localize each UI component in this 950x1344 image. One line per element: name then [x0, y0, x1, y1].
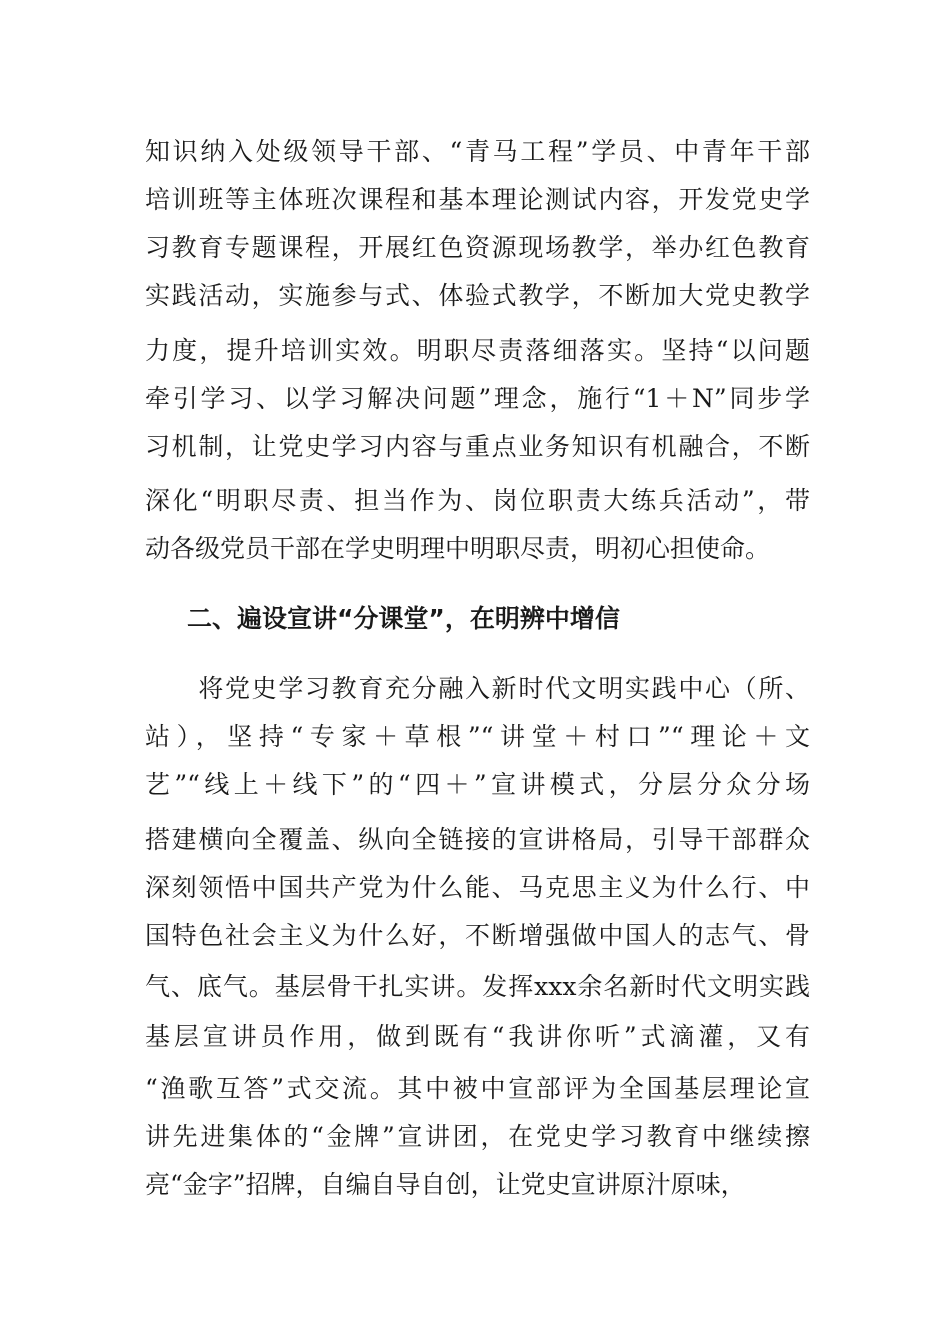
section-heading: 二、遍设宣讲“分课堂”，在明辨中增信: [187, 604, 620, 633]
paragraph-line: 艺”“线上＋线下”的“四＋”宣讲模式，分层分众分场: [145, 770, 810, 799]
paragraph-line: 基层宣讲员作用，做到既有“我讲你听”式滴灌，又有: [145, 1022, 810, 1051]
paragraph-line: 牵引学习、以学习解决问题”理念，施行“1＋N”同步学: [145, 384, 810, 413]
paragraph-line: 深刻领悟中国共产党为什么能、马克思主义为什么行、中: [145, 873, 810, 902]
paragraph-line: 亮“金字”招牌，自编自导自创，让党史宣讲原汁原味，: [145, 1170, 746, 1199]
paragraph-line: 搭建横向全覆盖、纵向全链接的宣讲格局，引导干部群众: [145, 825, 810, 854]
paragraph-line: 习机制，让党史学习内容与重点业务知识有机融合，不断: [145, 432, 810, 461]
paragraph-line: 培训班等主体班次课程和基本理论测试内容，开发党史学: [145, 185, 810, 214]
paragraph-line: 站），坚持“专家＋草根”“讲堂＋村口”“理论＋文: [145, 722, 810, 751]
paragraph-line: 国特色社会主义为什么好，不断增强做中国人的志气、骨: [145, 921, 810, 950]
paragraph-line: 实践活动，实施参与式、体验式教学，不断加大党史教学: [145, 281, 810, 310]
paragraph-line: 知识纳入处级领导干部、“青马工程”学员、中青年干部: [145, 137, 810, 166]
paragraph-line: 将党史学习教育充分融入新时代文明实践中心（所、: [145, 674, 810, 703]
paragraph-line: 力度，提升培训实效。明职尽责落细落实。坚持“以问题: [145, 336, 810, 365]
paragraph-line: 讲先进集体的“金牌”宣讲团，在党史学习教育中继续擦: [145, 1122, 810, 1151]
paragraph-line: 动各级党员干部在学史明理中明职尽责，明初心担使命。: [145, 534, 771, 563]
paragraph-line: 习教育专题课程，开展红色资源现场教学，举办红色教育: [145, 233, 810, 262]
paragraph-line: 气、底气。基层骨干扎实讲。发挥xxx余名新时代文明实践: [145, 972, 810, 1001]
paragraph-line: 深化“明职尽责、担当作为、岗位职责大练兵活动”，带: [145, 486, 810, 515]
paragraph-line: “渔歌互答”式交流。其中被中宣部评为全国基层理论宣: [145, 1074, 810, 1103]
